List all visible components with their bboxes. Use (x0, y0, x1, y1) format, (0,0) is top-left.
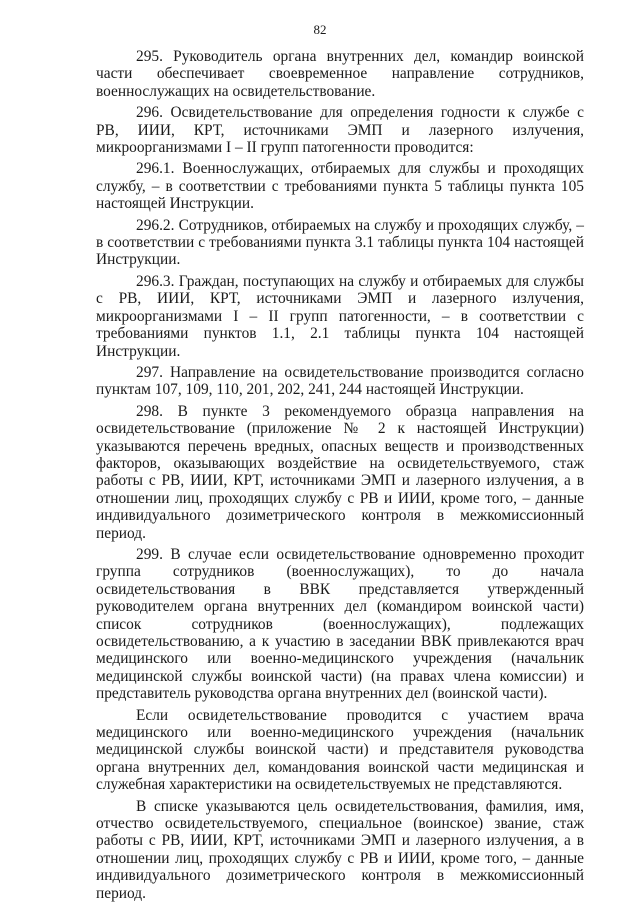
paragraph-298: 298. В пункте 3 рекомендуемого образца направления на освидетельствование (приложение № 2 к настоящей Инструкции) указываются перечень вредных, опасных веществ и производственных факторов, оказывающих воздействие на освидетельствуемого, стаж работы с РВ, ИИИ, КРТ, источниками ЭМП и лазерного излучения, а в отношении лиц, проходящих службу с РВ и ИИИ, кроме того, – данные индивидуального дозиметрического контроля в межкомиссионный период. (96, 402, 584, 542)
paragraph-299: 299. В случае если освидетельствование одновременно проходит группа сотрудников (военнослужащих), то до начала освидетельствования в ВВК представляется утвержденный руководителем органа внутренних дел (командиром воинской части) список сотрудников (военнослужащих), подлежащих освидетельствованию, а к участию в заседании ВВК привлекаются врач медицинского или военно-медицинского учреждения (начальник медицинской службы воинской части) (на правах члена комиссии) и представитель руководства органа внутренних дел (воинской части). (96, 545, 584, 703)
document-body (96, 48, 584, 906)
paragraph-296-1: 296.1. Военнослужащих, отбираемых для службы и проходящих службу, – в соответствии с требованиями пункта 5 таблицы пункта 105 настоящей Инструкции. (96, 160, 584, 213)
paragraph-295: 295. Руководитель органа внутренних дел, командир воинской части обеспечивает своевременное направление сотрудников, военнослужащих на освидетельствование. (96, 48, 584, 100)
paragraph-296: 296. Освидетельствование для определения годности к службе с РВ, ИИИ, КРТ, источниками ЭМП и лазерного излучения, микроорганизмами I – II групп патогенности проводится: (96, 104, 584, 157)
paragraph-299-list: В списке указываются цель освидетельствования, фамилия, имя, отчество освидетельствуемого, специальное (воинское) звание, стаж работы с РВ, ИИИ, КРТ, источниками ЭМП и лазерного излучения, а в отношении лиц, проходящих службу с РВ и ИИИ, кроме того, – данные индивидуального дозиметрического контроля в межкомиссионный период. (96, 797, 584, 902)
paragraph-297: 297. Направление на освидетельствование производится согласно пунктам 107, 109, 110, 201, 202, 241, 244 настоящей Инструкции. (96, 363, 584, 399)
page-number: 82 (313, 22, 327, 37)
paragraph-299-participation: Если освидетельствование проводится с участием врача медицинского или военно-медицинского учреждения (начальник медицинской службы воинской части) и представителя руководства органа внутренних дел, командования воинской части медицинская и служебная характеристики на освидетельствуемых не представляются. (96, 706, 584, 794)
paragraph-296-3: 296.3. Граждан, поступающих на службу и отбираемых для службы с РВ, ИИИ, КРТ, источниками ЭМП и лазерного излучения, микроорганизмами I – II групп патогенности, – в соответствии с требованиями пунктов 1.1, 2.1 таблицы пункта 104 настоящей Инструкции. (96, 272, 584, 360)
paragraph-296-2: 296.2. Сотрудников, отбираемых на службу и проходящих службу, – в соответствии с требованиями пункта 3.1 таблицы пункта 104 настоящей Инструкции. (96, 216, 584, 269)
